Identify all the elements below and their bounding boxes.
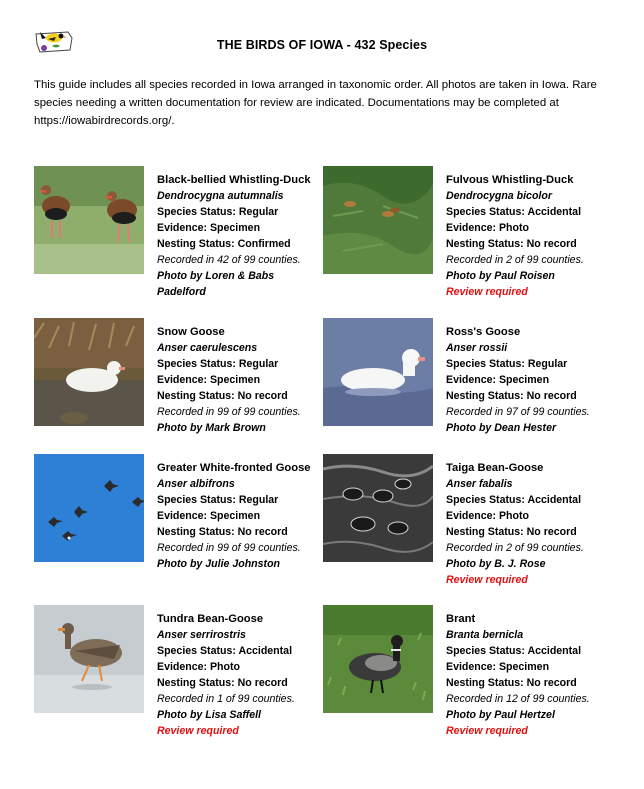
species-entry [323,605,623,745]
species-photo [34,454,144,562]
photo-credit: Photo by Julie Johnston [157,558,281,570]
species-photo [34,605,144,713]
species-scientific-name: Anser serrirostris [157,629,246,641]
species-photo [323,166,433,274]
species-photo [323,318,433,426]
species-scientific-name: Anser rossii [446,342,508,354]
species-nesting: Nesting Status: No record [446,526,577,538]
species-recorded: Recorded in 42 of 99 counties. [157,254,301,266]
species-common-name: Fulvous Whistling-Duck [446,174,574,186]
species-nesting: Nesting Status: No record [446,390,577,402]
species-common-name: Snow Goose [157,326,225,338]
species-evidence: Evidence: Specimen [446,661,550,673]
species-scientific-name: Anser caerulescens [157,342,258,354]
species-nesting: Nesting Status: Confirmed [157,238,291,250]
species-status: Species Status: Regular [446,358,568,370]
intro-paragraph: This guide includes all species recorded in Iowa arranged in taxonomic order. All photos are taken in Iowa. Rare species needing a written documentation for review are indicated. Documentations may be completed at https://iowabirdrecords.org/. [34,79,597,127]
photo-credit: Photo by B. J. Rose [446,558,546,570]
species-evidence: Evidence: Photo [446,510,529,522]
species-common-name: Taiga Bean-Goose [446,462,544,474]
species-entry [34,454,334,594]
species-evidence: Evidence: Specimen [157,510,261,522]
review-required: Review required [446,725,528,737]
photo-credit: Photo by Paul Roisen [446,270,555,282]
species-entry [323,166,623,306]
species-status: Species Status: Regular [157,358,279,370]
species-evidence: Evidence: Photo [446,222,529,234]
species-evidence: Evidence: Photo [157,661,240,673]
species-entry [34,318,334,458]
species-status: Species Status: Accidental [157,645,293,657]
species-entry [34,166,334,306]
species-nesting: Nesting Status: No record [157,390,288,402]
photo-credit: Photo by Lisa Saffell [157,709,261,721]
species-recorded: Recorded in 99 of 99 counties. [157,542,301,554]
photo-credit: Photo by Loren & Babs Padelford [157,270,275,298]
species-common-name: Brant [446,613,476,625]
species-scientific-name: Dendrocygna bicolor [446,190,552,202]
species-entry [323,318,623,458]
photo-credit: Photo by Mark Brown [157,422,266,434]
review-required: Review required [446,574,528,586]
species-common-name: Tundra Bean-Goose [157,613,264,625]
species-evidence: Evidence: Specimen [446,374,550,386]
species-common-name: Black-bellied Whistling-Duck [157,174,311,186]
species-recorded: Recorded in 2 of 99 counties. [446,542,584,554]
species-photo [323,605,433,713]
species-scientific-name: Branta bernicla [446,629,524,641]
species-evidence: Evidence: Specimen [157,222,261,234]
species-scientific-name: Anser albifrons [157,478,235,490]
review-required: Review required [157,725,239,737]
species-recorded: Recorded in 97 of 99 counties. [446,406,590,418]
species-entry [34,605,334,745]
species-evidence: Evidence: Specimen [157,374,261,386]
review-required: Review required [446,286,528,298]
page-title: THE BIRDS OF IOWA - 432 Species [216,38,428,52]
species-status: Species Status: Accidental [446,645,582,657]
species-recorded: Recorded in 2 of 99 counties. [446,254,584,266]
species-photo [34,166,144,274]
species-nesting: Nesting Status: No record [446,677,577,689]
species-common-name: Greater White-fronted Goose [157,462,311,474]
species-photo [34,318,144,426]
species-recorded: Recorded in 1 of 99 counties. [157,693,295,705]
species-photo [323,454,433,562]
species-nesting: Nesting Status: No record [157,677,288,689]
species-recorded: Recorded in 99 of 99 counties. [157,406,301,418]
species-status: Species Status: Accidental [446,494,582,506]
species-status: Species Status: Regular [157,494,279,506]
photo-credit: Photo by Paul Hertzel [446,709,555,721]
species-nesting: Nesting Status: No record [446,238,577,250]
species-common-name: Ross's Goose [446,326,521,338]
species-scientific-name: Dendrocygna autumnalis [157,190,284,202]
species-recorded: Recorded in 12 of 99 counties. [446,693,590,705]
species-status: Species Status: Regular [157,206,279,218]
species-nesting: Nesting Status: No record [157,526,288,538]
species-entry [323,454,623,594]
species-scientific-name: Anser fabalis [446,478,513,490]
photo-credit: Photo by Dean Hester [446,422,557,434]
species-status: Species Status: Accidental [446,206,582,218]
